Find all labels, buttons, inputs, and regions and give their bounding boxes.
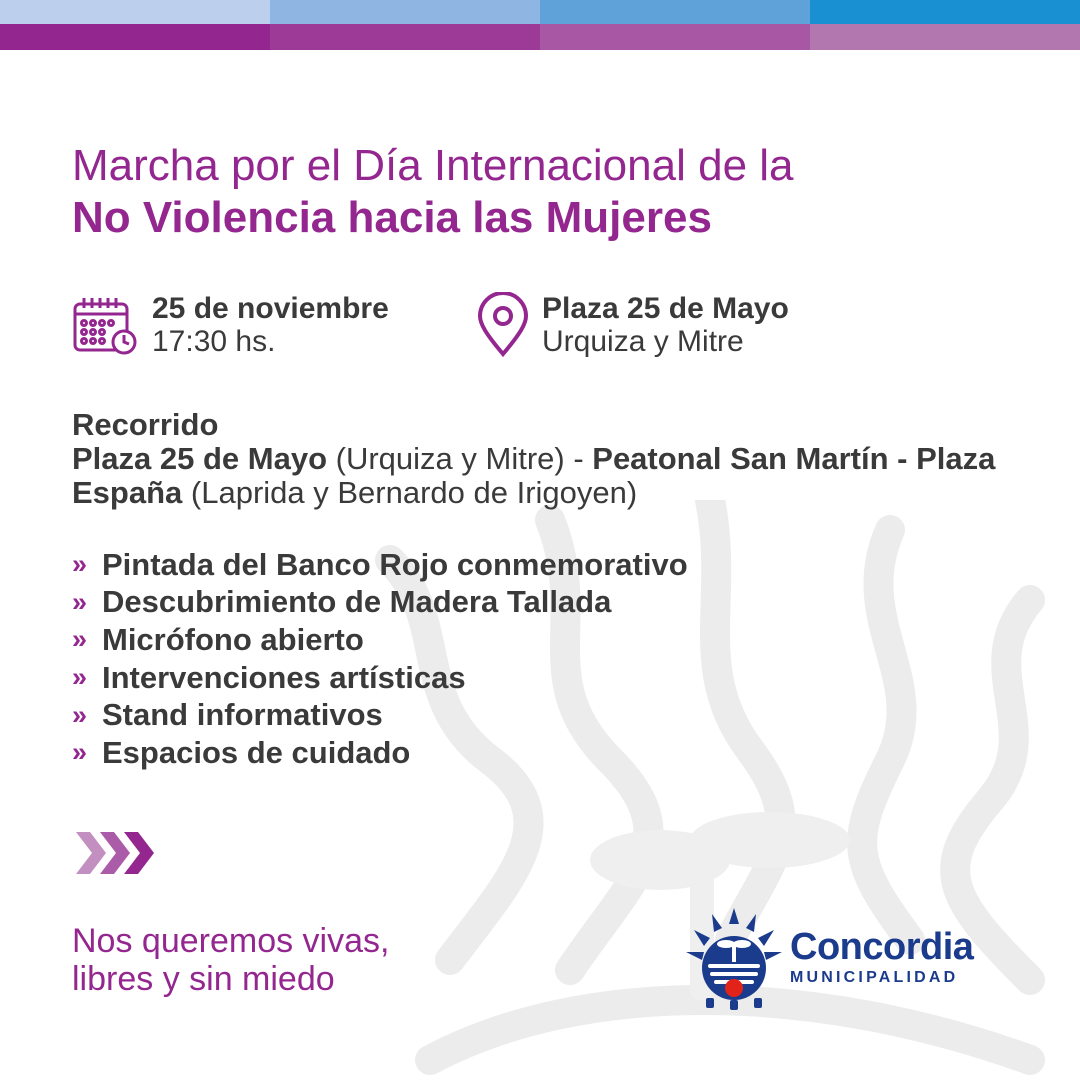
route-stop-2-detail: (Laprida y Bernardo de Irigoyen)	[182, 475, 638, 510]
activity-label: Pintada del Banco Rojo conmemorativo	[102, 546, 688, 582]
purple-color-stripe	[0, 24, 1080, 50]
stripe-segment	[270, 24, 540, 50]
activity-label: Intervenciones artísticas	[102, 659, 466, 695]
stripe-segment	[0, 24, 270, 50]
slogan	[72, 922, 389, 998]
location-address: Urquiza y Mitre	[542, 325, 744, 358]
route-description	[72, 442, 1012, 510]
activity-label: Espacios de cuidado	[102, 734, 411, 770]
event-location-info	[476, 292, 789, 358]
event-day: 25 de noviembre	[152, 292, 389, 325]
stripe-segment	[540, 24, 810, 50]
route-stop-1-detail: (Urquiza y Mitre) -	[327, 441, 593, 476]
list-item	[72, 621, 688, 659]
logo-subtitle: MUNICIPALIDAD	[790, 969, 959, 986]
route-heading: Recorrido	[72, 407, 219, 442]
logo-wordmark	[790, 928, 973, 988]
location-text	[542, 292, 789, 358]
stripe-segment	[810, 24, 1080, 50]
triple-chevron-icon	[76, 832, 156, 874]
list-item	[72, 546, 688, 584]
stripe-segment	[540, 0, 810, 24]
double-chevron-icon: ››	[72, 624, 84, 655]
double-chevron-icon: ››	[72, 662, 84, 693]
concordia-logo	[684, 906, 973, 1010]
stripe-segment	[810, 0, 1080, 24]
activity-label: Stand informativos	[102, 697, 383, 733]
title-line-1: Marcha por el Día Internacional de la	[72, 141, 794, 190]
event-date-info	[72, 292, 389, 358]
stripe-segment	[0, 0, 270, 24]
slogan-line-2: libres y sin miedo	[72, 960, 335, 998]
double-chevron-icon: ››	[72, 699, 84, 730]
calendar-clock-icon	[72, 294, 140, 356]
list-item	[72, 734, 688, 772]
route-section	[72, 408, 1012, 510]
activities-list	[72, 546, 688, 772]
location-pin-icon	[476, 292, 530, 358]
route-stop-2: Peatonal San Martín - Plaza España	[72, 441, 996, 510]
route-stop-1: Plaza 25 de Mayo	[72, 441, 328, 476]
date-text	[152, 292, 389, 358]
double-chevron-icon: ››	[72, 549, 84, 580]
slogan-line-1: Nos queremos vivas,	[72, 922, 390, 960]
event-time: 17:30 hs.	[152, 325, 276, 358]
double-chevron-icon: ››	[72, 586, 84, 617]
activity-label: Descubrimiento de Madera Tallada	[102, 584, 612, 620]
stripe-segment	[270, 0, 540, 24]
top-color-stripe	[0, 0, 1080, 24]
location-place: Plaza 25 de Mayo	[542, 292, 789, 325]
list-item	[72, 696, 688, 734]
logo-name: Concordia	[790, 926, 974, 968]
double-chevron-icon: ››	[72, 737, 84, 768]
activity-label: Micrófono abierto	[102, 621, 364, 657]
list-item	[72, 659, 688, 697]
list-item	[72, 584, 688, 622]
event-title	[72, 140, 794, 244]
title-line-2: No Violencia hacia las Mujeres	[72, 193, 712, 242]
municipal-emblem-icon	[684, 906, 784, 1010]
